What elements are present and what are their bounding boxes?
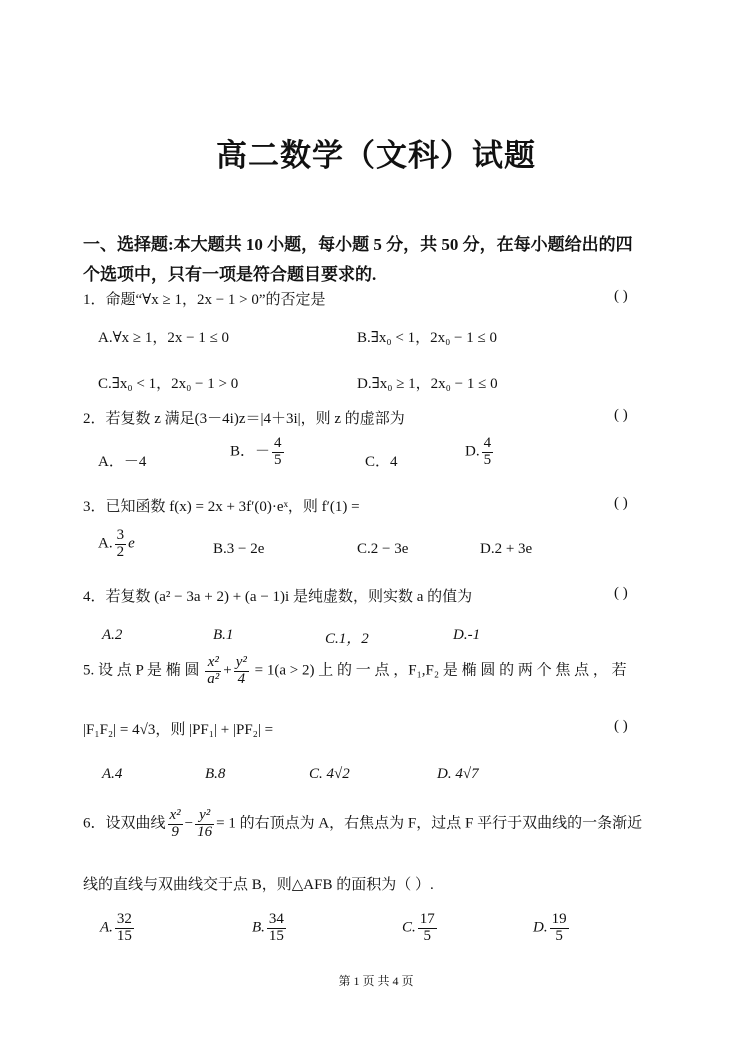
question-2-stem: 2．若复数 z 满足(3－4i)z＝|4＋3i|，则 z 的虚部为: [83, 411, 405, 427]
question-6-option-d-fraction: [550, 912, 569, 945]
question-2-option-d: [465, 436, 495, 469]
fraction-numerator: 4: [274, 435, 282, 451]
question-2-option-b: [230, 436, 286, 469]
question-6-option-b-fraction: [267, 912, 286, 945]
fraction-numerator: 34: [268, 911, 284, 927]
question-6-option-c: [402, 912, 439, 945]
page-title: 高二数学（文科）试题: [216, 138, 536, 173]
question-2-answer-paren: ( ): [614, 407, 628, 423]
question-3-option-b: B.3 − 2e: [213, 541, 265, 557]
question-6-option-b-prefix: B.: [252, 919, 265, 936]
fraction-numerator: y²: [235, 654, 247, 670]
question-5-answer-paren: ( ): [614, 718, 628, 734]
question-6-option-c-fraction: [418, 912, 437, 945]
fraction-denominator: 15: [116, 927, 132, 944]
question-4-option-a: A.2: [102, 627, 123, 643]
question-6-fraction-2: [195, 808, 214, 841]
fraction-denominator: 15: [268, 927, 284, 944]
question-1-stem: 1．命题“∀x ≥ 1，2x − 1 > 0”的否定是: [83, 292, 326, 308]
question-1-answer-paren: ( ): [614, 288, 628, 304]
question-5-option-c: C. 4√2: [309, 766, 350, 782]
minus-sign: −: [184, 815, 194, 832]
fraction-numerator: 3: [116, 527, 125, 543]
question-6-option-d: [533, 912, 571, 945]
question-5-fraction-1: [205, 655, 221, 688]
question-3-option-a-prefix: A.: [98, 535, 113, 552]
question-3-option-a: [98, 528, 135, 561]
fraction-numerator: 32: [116, 911, 132, 927]
question-6-stem-part2: = 1 的右顶点为 A，右焦点为 F，过点 F 平行于双曲线的一条渐近: [216, 815, 643, 832]
question-5-stem-line1: [83, 655, 627, 688]
fraction-denominator: 4: [234, 671, 249, 688]
question-3-option-a-fraction: [115, 528, 127, 561]
fraction-denominator: 9: [168, 824, 183, 841]
fraction-denominator: 5: [550, 928, 569, 945]
question-2-option-a: A．－4: [98, 454, 147, 470]
question-2-option-c: C．4: [365, 454, 398, 470]
fraction-numerator: y²: [199, 807, 211, 823]
question-4-answer-paren: ( ): [614, 585, 628, 601]
question-6-option-c-prefix: C.: [402, 919, 416, 936]
fraction-numerator: 19: [551, 911, 567, 927]
question-2-option-b-fraction: [272, 436, 284, 469]
question-6-option-d-prefix: D.: [533, 919, 548, 936]
question-5-stem-part2: = 1(a > 2) 上 的 一 点 ，F₁,F₂ 是 椭 圆 的 两 个 焦 点 ， 若: [254, 662, 627, 679]
question-6-option-a: [100, 912, 136, 945]
fraction-numerator: 4: [483, 435, 492, 451]
question-4-option-b: B.1: [213, 627, 234, 643]
question-4-option-d: D.-1: [453, 627, 481, 643]
question-6-stem-line2: 线的直线与双曲线交于点 B，则△AFB 的面积为（ ）.: [83, 877, 434, 893]
question-3-stem: 3．已知函数 f(x) = 2x + 3f′(0)·eˣ，则 f′(1) =: [83, 499, 360, 515]
question-3-option-c: C.2 − 3e: [357, 541, 409, 557]
question-2-option-d-fraction: [482, 436, 494, 469]
question-1-option-b: B.∃x₀ < 1，2x₀ − 1 ≤ 0: [357, 330, 498, 346]
fraction-numerator: x²: [207, 654, 219, 670]
fraction-numerator: 17: [419, 911, 435, 927]
question-2-option-d-prefix: D.: [465, 443, 480, 460]
question-5-stem-line2: |F₁F₂| = 4√3，则 |PF₁| + |PF₂| =: [83, 722, 274, 738]
plus-sign: +: [223, 662, 232, 679]
fraction-denominator: 5: [483, 451, 492, 468]
question-5-stem-part1: 5. 设 点 P 是 椭 圆: [83, 662, 200, 679]
fraction-numerator: x²: [169, 807, 181, 823]
question-6-stem-part1: 6．设双曲线: [83, 815, 166, 832]
question-4-stem: 4．若复数 (a² − 3a + 2) + (a − 1)i 是纯虚数，则实数 a 的值为: [83, 589, 473, 605]
fraction-denominator: a²: [207, 670, 220, 687]
question-2-option-b-prefix: B．－: [230, 443, 271, 460]
question-3-option-d: D.2 + 3e: [480, 541, 533, 557]
fraction-denominator: 16: [197, 823, 213, 840]
question-6-option-b: [252, 912, 288, 945]
section-heading-line2: 个选项中，只有一项是符合题目要求的.: [83, 265, 377, 284]
question-5-fraction-2: [234, 655, 249, 688]
fraction-denominator: 2: [116, 543, 125, 560]
question-1-option-d: D.∃x₀ ≥ 1，2x₀ − 1 ≤ 0: [357, 376, 498, 392]
question-4-option-c: C.1，2: [325, 631, 369, 647]
question-3-answer-paren: ( ): [614, 495, 628, 511]
question-5-option-b: B.8: [205, 766, 226, 782]
question-5-option-d: D. 4√7: [437, 766, 479, 782]
question-1-option-c: C.∃x₀ < 1，2x₀ − 1 > 0: [98, 376, 239, 392]
question-6-option-a-prefix: A.: [100, 919, 113, 936]
question-5-option-a: A.4: [102, 766, 123, 782]
page-footer: 第 1 页 共 4 页: [338, 974, 414, 988]
fraction-denominator: 5: [274, 451, 282, 468]
question-6-option-a-fraction: [115, 912, 134, 945]
question-1-option-a: A.∀x ≥ 1，2x − 1 ≤ 0: [98, 330, 230, 346]
fraction-denominator: 5: [418, 928, 437, 945]
question-6-fraction-1: [168, 808, 183, 841]
section-heading-line1: 一、选择题:本大题共 10 小题，每小题 5 分，共 50 分，在每小题给出的四: [83, 235, 633, 254]
question-6-stem-line1: [83, 808, 642, 841]
question-3-option-a-suffix: e: [128, 535, 135, 552]
